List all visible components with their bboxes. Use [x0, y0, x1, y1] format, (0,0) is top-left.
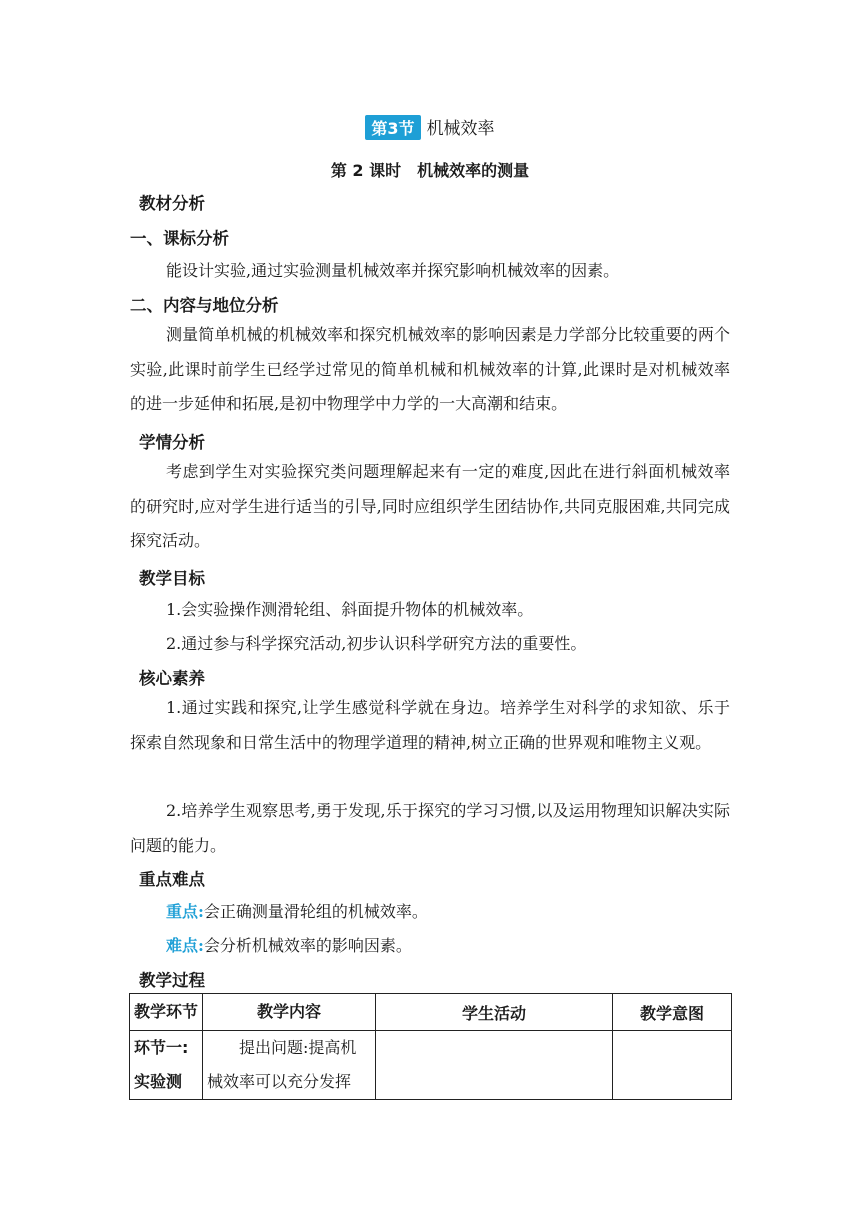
heading-core: 核心素养	[139, 669, 205, 688]
key-point	[166, 899, 428, 922]
col-header-activity: 学生活动	[376, 994, 613, 1031]
paragraph-core-2: 2.培养学生观察思考,勇于发现,乐于探究的学习习惯,以及运用物理知识解决实际问题的能力。	[130, 801, 730, 855]
section-title-row	[0, 114, 860, 140]
cell-stage: 环节一:实验测	[130, 1031, 203, 1100]
goal-item-2: 2.通过参与科学探究活动,初步认识科学研究方法的重要性。	[166, 634, 587, 653]
table-row	[130, 1031, 732, 1100]
col-header-intent: 教学意图	[613, 994, 732, 1031]
paragraph-students: 考虑到学生对实验探究类问题理解起来有一定的难度,因此在进行斜面机械效率的研究时,应对学生进行适当的引导,同时应组织学生团结协作,共同克服困难,共同完成探究活动。	[130, 462, 730, 550]
difficult-text: 会分析机械效率的影响因素。	[203, 936, 412, 955]
heading-standard: 一、课标分析	[130, 229, 229, 248]
col-header-content: 教学内容	[203, 994, 376, 1031]
heading-key: 重点难点	[139, 870, 205, 889]
heading-process: 教学过程	[139, 971, 205, 990]
goal-item-1: 1.会实验操作测滑轮组、斜面提升物体的机械效率。	[166, 600, 534, 619]
key-text: 会正确测量滑轮组的机械效率。	[203, 902, 428, 921]
lesson-title: 第 2 课时 机械效率的测量	[330, 161, 530, 180]
section-badge: 第3节	[365, 115, 420, 140]
paragraph-standard: 能设计实验,通过实验测量机械效率并探究影响机械效率的因素。	[166, 261, 620, 280]
table-header-row	[130, 994, 732, 1031]
col-header-stage: 教学环节	[130, 994, 203, 1031]
process-table	[129, 993, 732, 1100]
paragraph-content: 测量简单机械的机械效率和探究机械效率的影响因素是力学部分比较重要的两个实验,此课时前学生已经学过常见的简单机械和机械效率的计算,此课时是对机械效率的进一步延伸和拓展,是初中物理学中力学的一大高潮和结束。	[130, 325, 730, 413]
cell-intent	[613, 1031, 732, 1100]
heading-goals: 教学目标	[139, 569, 205, 588]
section-title: 机械效率	[426, 119, 495, 139]
difficult-point	[166, 933, 412, 956]
cell-activity	[376, 1031, 613, 1100]
paragraph-core-1: 1.通过实践和探究,让学生感觉科学就在身边。培养学生对科学的求知欲、乐于探索自然现象和日常生活中的物理学道理的精神,树立正确的世界观和唯物主义观。	[130, 698, 730, 752]
heading-students: 学情分析	[139, 433, 205, 452]
difficult-label: 难点:	[166, 936, 204, 955]
cell-content: 提出问题:提高机械效率可以充分发挥	[203, 1031, 376, 1100]
heading-content: 二、内容与地位分析	[130, 296, 279, 315]
heading-materials: 教材分析	[139, 194, 205, 213]
key-label: 重点:	[166, 902, 204, 921]
